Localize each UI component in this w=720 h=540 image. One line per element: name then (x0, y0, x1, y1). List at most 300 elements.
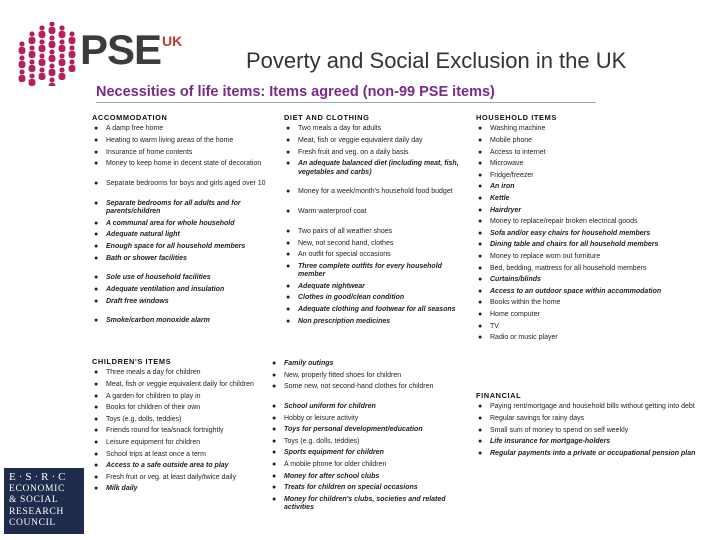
list-item (476, 230, 716, 238)
list-item (270, 383, 470, 391)
list-item-text: Bed, bedding, mattress for all household members (490, 264, 647, 272)
person-head-icon (59, 25, 64, 30)
list-item-text: Smoke/carbon monoxide alarm (106, 317, 210, 325)
list-spacer (284, 220, 470, 225)
list-item (476, 323, 716, 331)
bullet-icon: ● (94, 369, 99, 377)
person-head-icon (29, 73, 34, 78)
list-item-text: Microwave (490, 160, 524, 168)
list-item-text: Money for after school clubs (284, 472, 380, 480)
divider (96, 102, 596, 103)
list-item-text: A communal area for whole household (106, 219, 235, 227)
list-item-text: School uniform for children (284, 402, 376, 410)
person-body-icon (19, 75, 26, 82)
bullet-icon: ● (94, 199, 99, 207)
list-item-text: Adequate nightwear (298, 282, 365, 290)
list-item (92, 125, 270, 133)
esrc-logo (4, 468, 84, 534)
list-item (92, 317, 270, 325)
accommodation-list (92, 125, 270, 325)
bullet-icon: ● (272, 472, 277, 480)
list-item-text: New, properly fitted shoes for children (284, 371, 402, 379)
list-item-text: An iron (490, 183, 515, 191)
bullet-icon: ● (478, 403, 483, 411)
bullet-icon: ● (94, 450, 99, 458)
person-head-icon (19, 69, 24, 74)
person-body-icon (69, 51, 76, 58)
section-heading: ACCOMMODATION (92, 113, 168, 122)
list-item (92, 416, 272, 424)
bullet-icon: ● (94, 485, 99, 493)
esrc-line: E·S·R·C (9, 471, 69, 483)
list-item-text: An outfit for special occasions (298, 251, 391, 259)
person-head-icon (59, 53, 64, 58)
list-item-text: Toys for personal development/education (284, 426, 423, 434)
esrc-line: RESEARCH (9, 505, 64, 517)
bullet-icon: ● (94, 242, 99, 250)
diet-clothing-list (284, 125, 470, 326)
list-item-text: Hairdryer (490, 206, 522, 214)
diet-clothing-section (284, 114, 470, 329)
childrens-section-left (92, 358, 272, 497)
bullet-icon: ● (478, 438, 483, 446)
list-item (92, 220, 270, 228)
list-item (284, 228, 470, 236)
bullet-icon: ● (94, 415, 99, 423)
person-head-icon (39, 53, 44, 58)
bullet-icon: ● (94, 148, 99, 156)
list-item (270, 360, 470, 368)
list-item (92, 298, 270, 306)
list-item (284, 240, 470, 248)
list-item (270, 484, 470, 492)
list-item-text: Sofa and/or easy chairs for household members (490, 229, 651, 237)
list-item-text: Access to a safe outside area to play (106, 462, 229, 470)
list-item (476, 265, 716, 273)
person-head-icon (49, 77, 54, 82)
list-item-text: School trips at least once a term (106, 450, 206, 458)
list-item-text: Meat, fish or veggie equivalent daily day (298, 137, 423, 144)
bullet-icon: ● (478, 125, 483, 133)
list-item (92, 231, 270, 239)
list-item (284, 208, 470, 216)
list-item-text: Adequate ventilation and insulation (106, 285, 225, 293)
list-item (270, 461, 470, 469)
person-head-icon (29, 59, 34, 64)
bullet-icon: ● (478, 264, 483, 272)
list-item (284, 137, 470, 145)
person-body-icon (69, 37, 76, 44)
list-item-text: Mobile phone (490, 137, 533, 144)
bullet-icon: ● (286, 262, 291, 270)
list-item (92, 462, 272, 470)
list-spacer (92, 192, 270, 197)
list-item-text: Friends round for tea/snack fortnightly (106, 427, 224, 435)
section-heading: FINANCIAL (476, 391, 522, 400)
list-item (92, 369, 272, 377)
person-head-icon (49, 63, 54, 68)
list-item (92, 149, 270, 157)
list-item (476, 149, 716, 157)
person-body-icon (59, 45, 66, 52)
list-item-text: A mobile phone for older children (284, 460, 387, 468)
list-item (476, 183, 716, 191)
list-item (92, 200, 270, 217)
list-item-text: Fresh fruit and veg. on a daily basis (298, 148, 409, 156)
list-item (284, 251, 470, 259)
list-item (476, 241, 716, 249)
list-item (92, 485, 272, 493)
list-item (476, 450, 716, 458)
household-list (476, 125, 716, 342)
list-item-text: Two pairs of all weather shoes (298, 227, 393, 235)
childrens-list-left (92, 369, 272, 493)
esrc-line: COUNCIL (9, 516, 56, 528)
person-head-icon (19, 41, 24, 46)
person-head-icon (69, 45, 74, 50)
bullet-icon: ● (272, 383, 277, 391)
bullet-icon: ● (286, 227, 291, 235)
list-spacer (92, 266, 270, 271)
list-spacer (92, 309, 270, 314)
person-body-icon (29, 65, 36, 72)
bullet-icon: ● (286, 208, 291, 216)
bullet-icon: ● (478, 194, 483, 202)
list-item-text: Family outings (284, 360, 334, 367)
bullet-icon: ● (478, 148, 483, 156)
bullet-icon: ● (94, 231, 99, 239)
list-item (92, 404, 272, 412)
section-heading: CHILDREN'S ITEMS (92, 357, 172, 366)
bullet-icon: ● (478, 287, 483, 295)
list-item-text: Non prescription medicines (298, 317, 391, 325)
section-heading: HOUSEHOLD ITEMS (476, 113, 557, 122)
person-head-icon (49, 35, 54, 40)
list-item (92, 243, 270, 251)
list-item (270, 449, 470, 457)
childrens-section-right (270, 360, 470, 516)
list-item-text: Bath or shower facilities (106, 254, 187, 262)
list-item-text: Access to internet (490, 148, 546, 156)
person-head-icon (39, 67, 44, 72)
list-item (476, 207, 716, 215)
list-item-text: Separate bedrooms for all adults and for parents/children (106, 199, 241, 216)
list-spacer (270, 395, 470, 400)
bullet-icon: ● (478, 137, 483, 144)
list-item-text: Regular savings for rainy days (490, 415, 585, 422)
bullet-icon: ● (94, 274, 99, 282)
list-item-text: Money to keep home in decent state of decoration (106, 160, 262, 168)
list-item-text: Money to replace worn out furniture (490, 252, 601, 260)
list-item-text: Meat, fish or veggie equivalent daily for children (106, 381, 254, 388)
list-item-text: Fresh fruit or veg. at least daily/twice daily (106, 473, 236, 481)
bullet-icon: ● (478, 241, 483, 249)
bullet-icon: ● (478, 252, 483, 260)
list-item (476, 438, 716, 446)
bullet-icon: ● (286, 137, 291, 144)
bullet-icon: ● (478, 218, 483, 226)
list-item (476, 195, 716, 203)
person-body-icon (39, 73, 46, 80)
bullet-icon: ● (478, 449, 483, 457)
person-head-icon (29, 45, 34, 50)
bullet-icon: ● (272, 414, 277, 422)
list-item (284, 294, 470, 302)
list-item (270, 438, 470, 446)
bullet-icon: ● (94, 438, 99, 446)
bullet-icon: ● (286, 282, 291, 290)
list-item-text: Clothes in good/clean condition (298, 294, 405, 302)
bullet-icon: ● (94, 160, 99, 168)
section-heading: DIET AND CLOTHING (284, 113, 370, 122)
list-item (92, 381, 272, 389)
list-item-text: Books within the home (490, 299, 561, 307)
person-body-icon (59, 73, 66, 80)
list-item (476, 137, 716, 145)
list-item (476, 218, 716, 226)
esrc-line: ECONOMIC (9, 483, 65, 495)
person-head-icon (69, 31, 74, 36)
list-item (476, 125, 716, 133)
list-item-text: Dining table and chairs for all household members (490, 241, 659, 249)
person-body-icon (69, 65, 76, 72)
bullet-icon: ● (478, 426, 483, 434)
list-item-text: Books for children of their own (106, 404, 201, 412)
bullet-icon: ● (286, 188, 291, 196)
list-item (92, 274, 270, 282)
list-item-text: Money to replace/repair broken electrical goods (490, 218, 638, 226)
list-item (270, 415, 470, 423)
list-item (476, 427, 716, 435)
list-item-text: Enough space for all household members (106, 242, 246, 250)
person-head-icon (39, 39, 44, 44)
person-body-icon (59, 59, 66, 66)
person-head-icon (19, 55, 24, 60)
list-item-text: Kettle (490, 194, 510, 202)
list-item (92, 474, 272, 482)
list-item (92, 427, 272, 435)
list-item-text: Adequate natural light (106, 231, 180, 239)
childrens-list-right (270, 360, 470, 513)
list-item-text: Regular payments into a private or occupational pension plan (490, 449, 696, 457)
list-item-text: Milk daily (106, 485, 138, 493)
list-item-text: Toys (e.g. dolls, teddies) (284, 437, 360, 445)
list-item-text: Sole use of household facilities (106, 274, 211, 282)
bullet-icon: ● (94, 125, 99, 133)
bullet-icon: ● (94, 462, 99, 470)
person-body-icon (19, 61, 26, 68)
list-item-text: Money for a week/month's household food budget (298, 188, 453, 196)
bullet-icon: ● (478, 334, 483, 342)
bullet-icon: ● (478, 299, 483, 307)
bullet-icon: ● (478, 415, 483, 422)
person-body-icon (49, 69, 56, 76)
page-title: Poverty and Social Exclusion in the UK (246, 48, 627, 73)
list-item-text: Home computer (490, 310, 540, 318)
list-item (476, 172, 716, 180)
bullet-icon: ● (94, 137, 99, 144)
person-head-icon (59, 67, 64, 72)
bullet-icon: ● (286, 239, 291, 247)
list-item-text: Access to an outdoor space within accommodation (490, 287, 662, 295)
list-spacer (284, 200, 470, 205)
list-item (270, 473, 470, 481)
list-item-text: An adequate balanced diet (including meat, fish, vegetables and carbs) (298, 160, 459, 176)
person-body-icon (39, 31, 46, 38)
person-head-icon (29, 31, 34, 36)
list-item (284, 318, 470, 326)
list-item-text: Insurance of home contents (106, 148, 193, 156)
bullet-icon: ● (272, 460, 277, 468)
bullet-icon: ● (94, 392, 99, 400)
bullet-icon: ● (272, 402, 277, 410)
bullet-icon: ● (478, 183, 483, 191)
list-item (476, 253, 716, 261)
list-item (284, 125, 470, 133)
person-body-icon (29, 37, 36, 44)
list-item (284, 306, 470, 314)
person-body-icon (49, 41, 56, 48)
list-item (476, 415, 716, 423)
list-item (476, 160, 716, 168)
list-item (284, 188, 470, 196)
list-item (476, 334, 716, 342)
pse-logo-uk: UK (162, 33, 183, 49)
list-item-text: Life insurance for mortgage-holders (490, 438, 611, 446)
pse-logo-text: PSE (80, 26, 162, 73)
bullet-icon: ● (94, 404, 99, 412)
list-item-text: Hobby or leisure activity (284, 414, 359, 422)
list-item (270, 372, 470, 380)
list-item (270, 426, 470, 434)
bullet-icon: ● (94, 317, 99, 325)
bullet-icon: ● (272, 484, 277, 492)
person-body-icon (39, 45, 46, 52)
list-item-text: Two meals a day for adults (298, 125, 382, 133)
list-item (476, 299, 716, 307)
list-item-text: Toys (e.g. dolls, teddies) (106, 415, 182, 423)
list-item (92, 137, 270, 145)
list-item (92, 255, 270, 263)
bullet-icon: ● (94, 473, 99, 481)
list-item (270, 496, 470, 513)
bullet-icon: ● (286, 317, 291, 325)
list-item-text: A garden for children to play in (106, 392, 201, 400)
person-head-icon (59, 39, 64, 44)
list-item-text: Separate bedrooms for boys and girls aged over 10 (106, 179, 266, 187)
list-item (92, 393, 272, 401)
person-body-icon (39, 59, 46, 66)
list-item-text: Three meals a day for children (106, 369, 201, 377)
person-body-icon (49, 27, 56, 34)
list-item-text: Warm waterproof coat (298, 208, 367, 216)
person-body-icon (49, 83, 56, 86)
list-item-text: Heating to warm living areas of the home (106, 137, 234, 144)
bullet-icon: ● (94, 179, 99, 187)
list-spacer (92, 172, 270, 177)
person-body-icon (29, 51, 36, 58)
bullet-icon: ● (272, 426, 277, 434)
bullet-icon: ● (286, 251, 291, 259)
bullet-icon: ● (286, 160, 291, 168)
list-item-text: A damp free home (106, 125, 164, 133)
bullet-icon: ● (478, 310, 483, 318)
list-item-text: Money for children's clubs, societies and related activities (284, 495, 446, 512)
esrc-line: & SOCIAL (9, 494, 59, 506)
list-item-text: TV (490, 322, 499, 330)
list-item (92, 286, 270, 294)
list-item (284, 263, 470, 280)
person-body-icon (19, 47, 26, 54)
list-item (284, 149, 470, 157)
bullet-icon: ● (286, 294, 291, 302)
bullet-icon: ● (286, 305, 291, 313)
bullet-icon: ● (94, 427, 99, 435)
list-item (270, 403, 470, 411)
bullet-icon: ● (478, 171, 483, 179)
list-item (476, 403, 716, 411)
list-item-text: Leisure equipment for children (106, 438, 201, 446)
person-head-icon (69, 59, 74, 64)
list-item-text: New, not second hand, clothes (298, 239, 394, 247)
bullet-icon: ● (478, 206, 483, 214)
list-item (476, 311, 716, 319)
list-item (476, 276, 716, 284)
bullet-icon: ● (94, 285, 99, 293)
financial-list (476, 403, 716, 458)
bullet-icon: ● (478, 276, 483, 284)
person-head-icon (49, 22, 54, 27)
list-item (284, 160, 470, 177)
list-item-text: Fridge/freezer (490, 171, 534, 179)
list-item-text: Sports equipment for children (284, 449, 384, 457)
person-body-icon (29, 79, 36, 86)
person-body-icon (49, 55, 56, 62)
list-item-text: Some new, not second-hand clothes for children (284, 383, 434, 391)
financial-section (476, 392, 716, 461)
accommodation-section (92, 114, 270, 329)
bullet-icon: ● (272, 360, 277, 367)
list-item-text: Treats for children on special occasions (284, 484, 418, 492)
person-body-icon (59, 31, 66, 38)
people-icon (19, 22, 76, 86)
bullet-icon: ● (94, 297, 99, 305)
bullet-icon: ● (286, 148, 291, 156)
slide-subtitle: Necessities of life items: Items agreed (non-99 PSE items) (96, 84, 495, 100)
bullet-icon: ● (94, 381, 99, 388)
person-head-icon (49, 49, 54, 54)
list-item (284, 283, 470, 291)
person-head-icon (39, 25, 44, 30)
bullet-icon: ● (478, 322, 483, 330)
list-item (92, 160, 270, 168)
list-spacer (284, 180, 470, 185)
list-item-text: Three complete outfits for every household member (298, 262, 442, 279)
bullet-icon: ● (272, 371, 277, 379)
list-item (92, 451, 272, 459)
bullet-icon: ● (478, 160, 483, 168)
bullet-icon: ● (94, 254, 99, 262)
list-item-text: Paying rent/mortgage and household bills without getting into debt (490, 403, 695, 411)
list-item-text: Small sum of money to spend on self weekly (490, 426, 629, 434)
list-item (92, 439, 272, 447)
bullet-icon: ● (272, 495, 277, 503)
list-item-text: Radio or music player (490, 334, 558, 342)
bullet-icon: ● (478, 229, 483, 237)
bullet-icon: ● (94, 219, 99, 227)
list-item-text: Adequate clothing and footwear for all seasons (298, 305, 456, 313)
list-item-text: Washing machine (490, 125, 546, 133)
